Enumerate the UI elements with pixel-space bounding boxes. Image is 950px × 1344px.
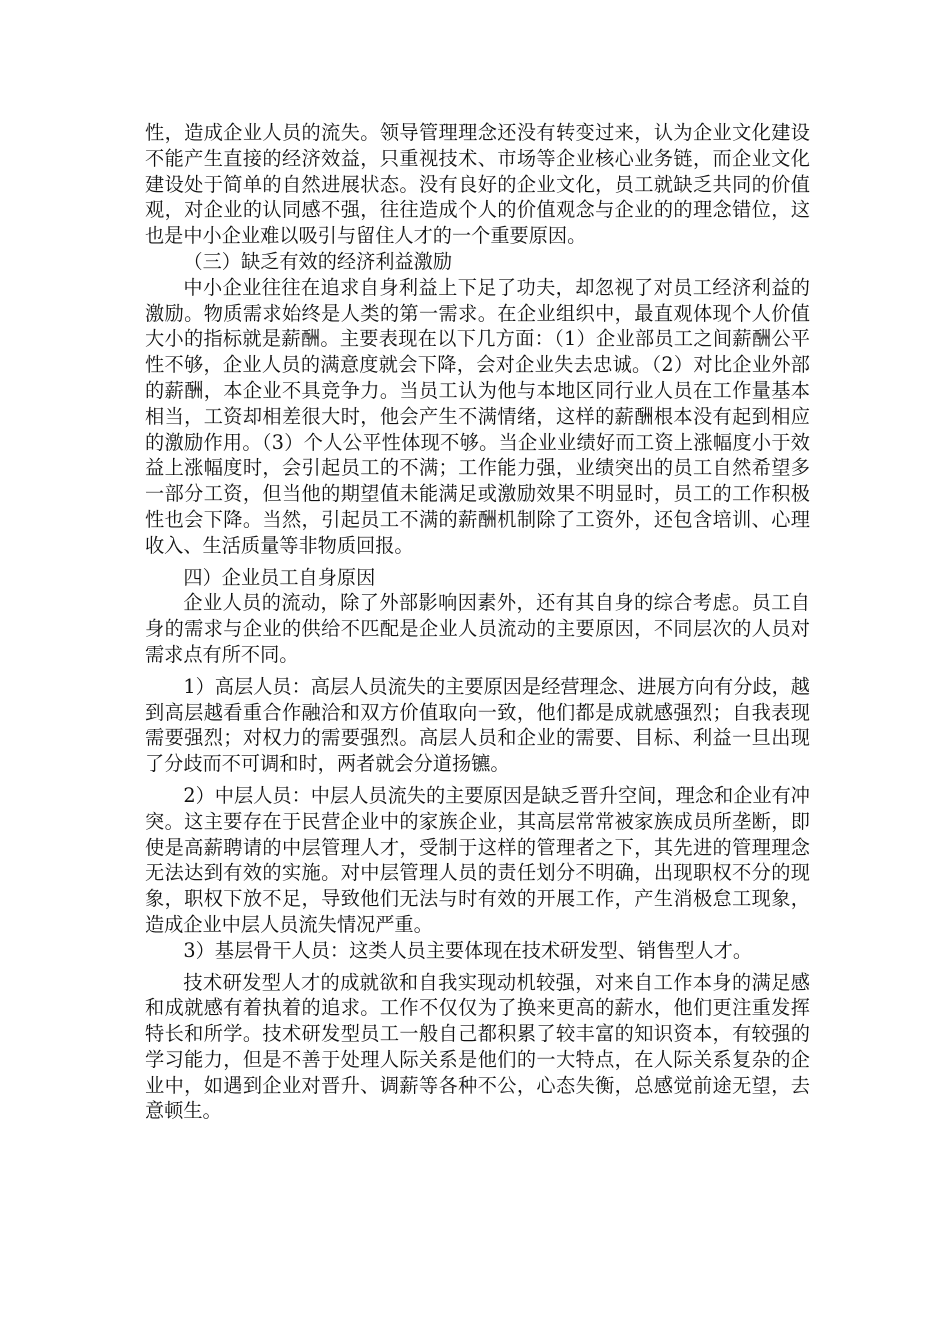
paragraph-senior-staff: 1）高层人员：高层人员流失的主要原因是经营理念、进展方向有分歧，越到高层越看重合作融洽和双方价值取向一致，他们都是成就感强烈；自我表现需要强烈；对权力的需要强烈。高层人员和企业的需要、目标、利益一旦出现了分歧而不可调和时，两者就会分道扬镳。	[145, 674, 810, 776]
paragraph-tech-talent: 技术研发型人才的成就欲和自我实现动机较强，对来自工作本身的满足感和成就感有着执着的追求。工作不仅仅为了换来更高的薪水，他们更注重发挥特长和所学。技术研发型员工一般自己都积累了较丰富的知识资本，有较强的学习能力，但是不善于处理人际关系是他们的一大特点，在人际关系复杂的企业中，如遇到企业对晋升、调薪等各种不公，心态失衡，总感觉前途无望，去意顿生。	[145, 970, 810, 1123]
paragraph-middle-staff: 2）中层人员：中层人员流失的主要原因是缺乏晋升空间，理念和企业有冲突。这主要存在于民营企业中的家族企业，其高层常常被家族成员所垄断，即使是高薪聘请的中层管理人才，受制于这样的管理者之下，其先进的管理理念无法达到有效的实施。对中层管理人员的责任划分不明确，出现职权不分的现象，职权下放不足，导致他们无法与时有效的开展工作，产生消极怠工现象，造成企业中层人员流失情况严重。	[145, 783, 810, 936]
section-heading-4: 四）企业员工自身原因	[183, 565, 376, 589]
document-page	[145, 120, 810, 1124]
paragraph-employee-factors: 企业人员的流动，除了外部影响因素外，还有其自身的综合考虑。员工自身的需求与企业的供给不匹配是企业人员流动的主要原因，不同层次的人员对需求点有所不同。	[145, 591, 810, 666]
paragraph-continuation: 性，造成企业人员的流失。领导管理理念还没有转变过来，认为企业文化建设不能产生直接的经济效益，只重视技术、市场等企业核心业务链，而企业文化建设处于简单的自然进展状态。没有良好的企业文化，员工就缺乏共同的价值观，对企业的认同感不强，往往造成个人的价值观念与企业的的理念错位，这也是中小企业难以吸引与留住人才的一个重要原因。	[145, 121, 810, 248]
paragraph-economic-incentive: 中小企业往往在追求自身利益上下足了功夫，却忽视了对员工经济利益的激励。物质需求始终是人类的第一需求。在企业组织中，最直观体现个人价值大小的指标就是薪酬。主要表现在以下几方面：（1）企业部员工之间薪酬公平性不够，企业人员的满意度就会下降，会对企业失去忠诚。（2）对比企业外部的薪酬，本企业不具竞争力。当员工认为他与本地区同行业人员在工作量基本相当，工资却相差很大时，他会产生不满情绪，这样的薪酬根本没有起到相应的激励作用。（3）个人公平性体现不够。当企业业绩好而工资上涨幅度小于效益上涨幅度时，会引起员工的不满；工作能力强，业绩突出的员工自然希望多一部分工资，但当他的期望值未能满足或激励效果不明显时，员工的工作积极性也会下降。当然，引起员工不满的薪酬机制除了工资外，还包含培训、心理收入、生活质量等非物质回报。	[145, 275, 810, 557]
section-heading-3: （三）缺乏有效的经济利益激励	[183, 249, 453, 273]
paragraph-grassroots-staff: 3）基层骨干人员：这类人员主要体现在技术研发型、销售型人才。	[183, 938, 753, 962]
